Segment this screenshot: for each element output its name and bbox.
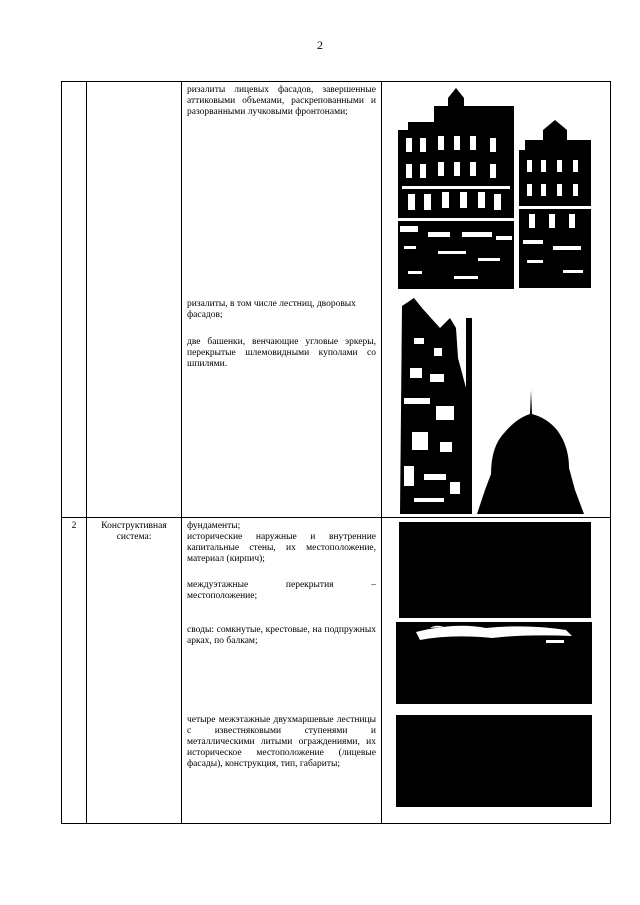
vault-photo xyxy=(396,622,592,704)
table-row xyxy=(62,518,611,824)
row-number xyxy=(62,82,87,518)
row-name xyxy=(87,82,182,518)
page-number: 2 xyxy=(317,38,323,52)
staircase-photo xyxy=(396,715,592,807)
description-paragraph: фундаменты; xyxy=(187,521,241,531)
foundation-photo xyxy=(399,522,591,618)
description-paragraph: ризалиты, в том числе лестниц, дворовых фасадов; xyxy=(187,299,356,320)
row-images xyxy=(382,518,611,824)
corner-bay-photo xyxy=(400,298,473,514)
description-paragraph: четыре межэтажные двухмаршевые лестницы с известняковыми ступенями и металлическими литыми ограждениями, их историческое местоположение (лицевые фасады), конструкция, тип, габариты; xyxy=(187,715,376,769)
row-description xyxy=(182,518,382,824)
row-name: Конструктивная система: xyxy=(87,518,182,824)
dome-photo xyxy=(477,390,584,514)
protection-subject-table xyxy=(61,81,611,824)
facade-photo xyxy=(398,86,514,289)
description-paragraph: две башенки, венчающие угловые эркеры, перекрытые шлемовидными куполами со шпилями. xyxy=(187,337,376,369)
row-images xyxy=(382,82,611,518)
description-paragraph: междуэтажные перекрытия – местоположение; xyxy=(187,580,376,601)
table-row xyxy=(62,82,611,518)
row-description xyxy=(182,82,382,518)
description-paragraph: исторические наружные и внутренние капитальные стены, их местоположение, материал (кирпич); xyxy=(187,532,376,564)
facade-photo xyxy=(519,120,591,288)
description-paragraph: своды: сомкнутые, крестовые, на подпружных арках, по балкам; xyxy=(187,625,376,646)
row-number: 2 xyxy=(62,518,87,824)
description-paragraph: ризалиты лицевых фасадов, завершенные аттиковыми объемами, раскрепованными и разорванными лучковыми фронтонами; xyxy=(187,85,376,117)
